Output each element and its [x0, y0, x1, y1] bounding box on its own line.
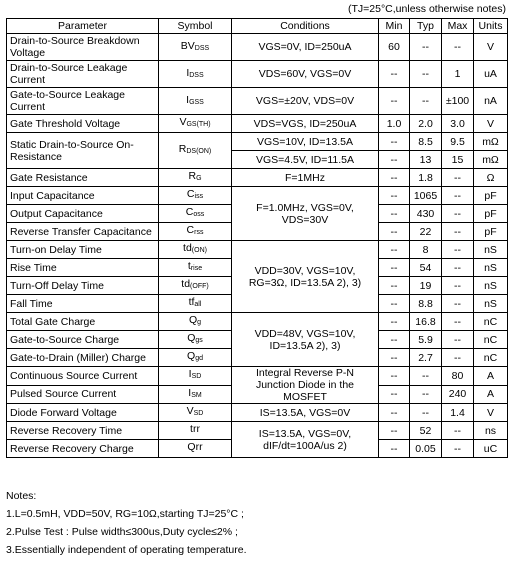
typ-cell: 13 — [410, 151, 442, 169]
min-cell: -- — [379, 187, 410, 205]
min-cell: 1.0 — [379, 115, 410, 133]
symbol-cell — [159, 367, 232, 386]
param-cell: Gate-to-Source Leakage Current — [7, 88, 159, 115]
symbol-main: V — [179, 116, 187, 128]
min-cell: -- — [379, 277, 410, 295]
symbol-sub: DS(ON) — [186, 148, 212, 155]
condition-cell: VDS=60V, VGS=0V — [232, 61, 379, 88]
max-cell: ±100 — [442, 88, 474, 115]
note-item: 3.Essentially independent of operating temperature. — [6, 544, 247, 556]
symbol-main: td — [183, 242, 192, 254]
max-cell: 80 — [442, 367, 474, 386]
symbol-main: I — [188, 386, 192, 399]
electrical-characteristics-table — [6, 18, 508, 458]
symbol-main: I — [186, 66, 190, 79]
symbol-cell — [159, 169, 232, 187]
max-cell: 9.5 — [442, 133, 474, 151]
condition-cell: F=1MHz — [232, 169, 379, 187]
table-row — [7, 422, 508, 440]
symbol-main: td — [181, 278, 191, 290]
param-cell: Pulsed Source Current — [7, 385, 159, 404]
param-cell: Gate-to-Drain (Miller) Charge — [7, 349, 159, 367]
table-row — [7, 404, 508, 422]
symbol-main: V — [186, 405, 194, 417]
symbol-sub: SD — [193, 410, 204, 417]
param-cell: Reverse Transfer Capacitance — [7, 223, 159, 241]
table-row — [7, 367, 508, 386]
unit-cell: mΩ — [474, 151, 508, 169]
symbol-main: C — [186, 224, 195, 236]
symbol-cell — [159, 331, 232, 349]
min-cell: -- — [379, 88, 410, 115]
min-cell: -- — [379, 295, 410, 313]
symbol-main: t — [187, 260, 191, 272]
max-cell: -- — [442, 187, 474, 205]
symbol-cell — [159, 295, 232, 313]
unit-cell: A — [474, 385, 508, 404]
typ-cell: 1065 — [410, 187, 442, 205]
symbol-main: Q — [187, 332, 196, 344]
param-cell: Turn-on Delay Time — [7, 241, 159, 259]
typ-cell: 2.7 — [410, 349, 442, 367]
symbol-cell — [159, 277, 232, 295]
max-cell: -- — [442, 277, 474, 295]
max-cell: -- — [442, 313, 474, 331]
param-cell: Gate Threshold Voltage — [7, 115, 159, 133]
unit-cell: pF — [474, 205, 508, 223]
symbol-sub: gs — [195, 337, 203, 344]
symbol-sub: (OFF) — [190, 283, 209, 290]
unit-cell: V — [474, 115, 508, 133]
condition-cell: VGS=0V, ID=250uA — [232, 34, 379, 61]
max-cell: 15 — [442, 151, 474, 169]
typ-cell: -- — [410, 61, 442, 88]
unit-cell: pF — [474, 187, 508, 205]
condition-cell: Integral Reverse P-N Junction Diode in the MOSFET — [232, 367, 379, 404]
note-item: 2.Pulse Test : Pulse width≤300us,Duty cycle≤2% ; — [6, 526, 238, 538]
param-cell: Reverse Recovery Time — [7, 422, 159, 440]
typ-cell: 0.05 — [410, 440, 442, 458]
unit-cell: nS — [474, 241, 508, 259]
condition-cell: VDD=48V, VGS=10V, ID=13.5A 2), 3) — [232, 313, 379, 367]
param-cell: Gate Resistance — [7, 169, 159, 187]
param-cell: Fall Time — [7, 295, 159, 313]
symbol-sub: SM — [191, 391, 202, 399]
typ-cell: 54 — [410, 259, 442, 277]
min-cell: -- — [379, 61, 410, 88]
col-header-max: Max — [442, 19, 474, 34]
min-cell: -- — [379, 367, 410, 386]
symbol-cell — [159, 422, 232, 440]
symbol-sub: rise — [190, 265, 203, 272]
symbol-sub: g — [197, 319, 202, 326]
symbol-sub: (ON) — [191, 247, 207, 254]
param-cell: Gate-to-Source Charge — [7, 331, 159, 349]
table-row — [7, 313, 508, 331]
symbol-cell — [159, 187, 232, 205]
param-cell: Input Capacitance — [7, 187, 159, 205]
max-cell: -- — [442, 169, 474, 187]
symbol-main: Q — [187, 350, 196, 362]
symbol-cell — [159, 241, 232, 259]
symbol-cell — [159, 88, 232, 115]
symbol-cell — [159, 259, 232, 277]
max-cell: -- — [442, 241, 474, 259]
symbol-main: tf — [188, 296, 195, 308]
max-cell: 1.4 — [442, 404, 474, 422]
symbol-main: C — [185, 206, 194, 218]
symbol-cell — [159, 205, 232, 223]
typ-cell: 22 — [410, 223, 442, 241]
unit-cell: V — [474, 404, 508, 422]
max-cell: -- — [442, 205, 474, 223]
typ-cell: 1.8 — [410, 169, 442, 187]
unit-cell: nS — [474, 277, 508, 295]
param-cell: Reverse Recovery Charge — [7, 440, 159, 458]
max-cell: -- — [442, 422, 474, 440]
symbol-main: I — [188, 368, 192, 381]
param-cell: Diode Forward Voltage — [7, 404, 159, 422]
typ-cell: 8.5 — [410, 133, 442, 151]
symbol-main: R — [188, 170, 197, 182]
condition-cell: VGS=10V, ID=13.5A — [232, 133, 379, 151]
symbol-sub: oss — [193, 211, 205, 218]
col-header-units: Units — [474, 19, 508, 34]
col-header-min: Min — [379, 19, 410, 34]
typ-cell: 2.0 — [410, 115, 442, 133]
symbol-sub: all — [194, 301, 202, 308]
table-row — [7, 187, 508, 205]
symbol-sub: iss — [194, 193, 204, 200]
symbol-main: C — [186, 188, 195, 200]
symbol-sub: DSS — [194, 44, 210, 52]
symbol-sub: DSS — [189, 71, 204, 79]
typ-cell: 19 — [410, 277, 442, 295]
condition-cell: VDS=VGS, ID=250uA — [232, 115, 379, 133]
max-cell: -- — [442, 331, 474, 349]
param-cell: Continuous Source Current — [7, 367, 159, 386]
condition-cell: VDD=30V, VGS=10V, RG=3Ω, ID=13.5A 2), 3) — [232, 241, 379, 313]
max-cell: -- — [442, 349, 474, 367]
typ-cell: -- — [410, 367, 442, 386]
param-cell: Drain-to-Source Leakage Current — [7, 61, 159, 88]
param-cell: Static Drain-to-Source On-Resistance — [7, 133, 159, 169]
unit-cell: uC — [474, 440, 508, 458]
unit-cell: nC — [474, 331, 508, 349]
max-cell: 3.0 — [442, 115, 474, 133]
typ-cell: -- — [410, 88, 442, 115]
symbol-main: BV — [180, 39, 195, 52]
param-cell: Output Capacitance — [7, 205, 159, 223]
min-cell: 60 — [379, 34, 410, 61]
condition-cell: VGS=±20V, VDS=0V — [232, 88, 379, 115]
unit-cell: nS — [474, 295, 508, 313]
min-cell: -- — [379, 440, 410, 458]
symbol-sub: GSS — [189, 98, 204, 106]
min-cell: -- — [379, 151, 410, 169]
col-header-typ: Typ — [410, 19, 442, 34]
max-cell: -- — [442, 34, 474, 61]
unit-cell: uA — [474, 61, 508, 88]
max-cell: 240 — [442, 385, 474, 404]
min-cell: -- — [379, 205, 410, 223]
unit-cell: V — [474, 34, 508, 61]
table-row — [7, 61, 508, 88]
symbol-cell — [159, 61, 232, 88]
symbol-sub: GS(TH) — [186, 121, 211, 128]
max-cell: -- — [442, 259, 474, 277]
symbol-cell — [159, 133, 232, 169]
symbol-main: Q — [188, 314, 198, 326]
min-cell: -- — [379, 404, 410, 422]
unit-cell: nC — [474, 313, 508, 331]
symbol-cell — [159, 313, 232, 331]
unit-cell: A — [474, 367, 508, 386]
symbol-sub: rss — [194, 229, 204, 236]
unit-cell: pF — [474, 223, 508, 241]
symbol-cell — [159, 404, 232, 422]
min-cell: -- — [379, 241, 410, 259]
table-row — [7, 34, 508, 61]
min-cell: -- — [379, 223, 410, 241]
param-cell: Rise Time — [7, 259, 159, 277]
symbol-sub: SD — [191, 373, 202, 381]
unit-cell: nS — [474, 259, 508, 277]
typ-cell: -- — [410, 404, 442, 422]
min-cell: -- — [379, 349, 410, 367]
min-cell: -- — [379, 133, 410, 151]
symbol-main: trr — [190, 423, 200, 435]
typ-cell: 430 — [410, 205, 442, 223]
test-conditions-note: (TJ=25°C,unless otherwise notes) — [348, 3, 506, 15]
typ-cell: 16.8 — [410, 313, 442, 331]
symbol-cell — [159, 440, 232, 458]
param-cell: Total Gate Charge — [7, 313, 159, 331]
table-row — [7, 241, 508, 259]
typ-cell: -- — [410, 385, 442, 404]
notes-title: Notes: — [6, 490, 37, 502]
typ-cell: -- — [410, 34, 442, 61]
max-cell: 1 — [442, 61, 474, 88]
condition-cell: VGS=4.5V, ID=11.5A — [232, 151, 379, 169]
table-header-row — [7, 19, 508, 34]
typ-cell: 8 — [410, 241, 442, 259]
unit-cell: nA — [474, 88, 508, 115]
param-cell: Turn-Off Delay Time — [7, 277, 159, 295]
min-cell: -- — [379, 169, 410, 187]
unit-cell: ns — [474, 422, 508, 440]
min-cell: -- — [379, 259, 410, 277]
symbol-main: I — [186, 93, 190, 106]
min-cell: -- — [379, 422, 410, 440]
param-cell: Drain-to-Source Breakdown Voltage — [7, 34, 159, 61]
table-row — [7, 88, 508, 115]
symbol-main: R — [178, 143, 187, 155]
max-cell: -- — [442, 440, 474, 458]
unit-cell: nC — [474, 349, 508, 367]
typ-cell: 52 — [410, 422, 442, 440]
symbol-main: Qrr — [187, 441, 203, 453]
note-item: 1.L=0.5mH, VDD=50V, RG=10Ω,starting TJ=25°C ; — [6, 508, 244, 520]
unit-cell: mΩ — [474, 133, 508, 151]
max-cell: -- — [442, 223, 474, 241]
max-cell: -- — [442, 295, 474, 313]
condition-cell: IS=13.5A, VGS=0V, dIF/dt=100A/us 2) — [232, 422, 379, 458]
symbol-sub: G — [196, 175, 202, 182]
col-header-conditions: Conditions — [232, 19, 379, 34]
table-row — [7, 133, 508, 151]
notes-section — [6, 489, 247, 561]
col-header-symbol: Symbol — [159, 19, 232, 34]
min-cell: -- — [379, 331, 410, 349]
symbol-cell — [159, 385, 232, 404]
col-header-parameter: Parameter — [7, 19, 159, 34]
condition-cell: IS=13.5A, VGS=0V — [232, 404, 379, 422]
min-cell: -- — [379, 313, 410, 331]
condition-cell: F=1.0MHz, VGS=0V, VDS=30V — [232, 187, 379, 241]
table-row — [7, 115, 508, 133]
typ-cell: 5.9 — [410, 331, 442, 349]
symbol-cell — [159, 34, 232, 61]
symbol-sub: gd — [195, 355, 203, 362]
typ-cell: 8.8 — [410, 295, 442, 313]
unit-cell: Ω — [474, 169, 508, 187]
min-cell: -- — [379, 385, 410, 404]
symbol-cell — [159, 349, 232, 367]
table-row — [7, 169, 508, 187]
symbol-cell — [159, 115, 232, 133]
symbol-cell — [159, 223, 232, 241]
